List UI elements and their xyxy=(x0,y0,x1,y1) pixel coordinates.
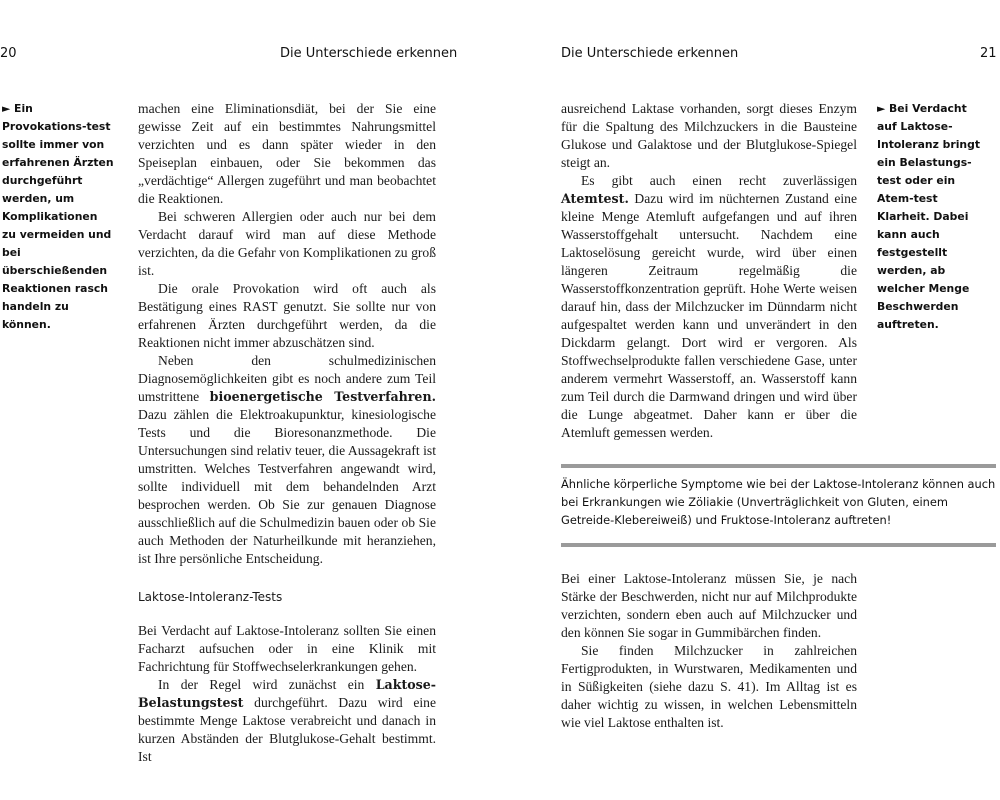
box-bottom-rule xyxy=(561,543,996,547)
right-sidenote-text: ► Bei Verdacht auf Laktose-Intoleranz bringt ein Belastungs-test oder ein Atem-test Klarheit. Dabei kann auch festgestellt werden, ab welcher Menge Beschwerden auftreten. xyxy=(877,102,980,331)
right-paragraph-1: ausreichend Laktase vorhanden, sorgt dieses Enzym für die Spaltung des Milchzuckers in die Bausteine Glukose und Galaktose und der Blutglukose-Spiegel steigt an. xyxy=(561,101,857,170)
right-running-head: Die Unterschiede erkennen xyxy=(561,46,739,61)
left-paragraph-3: Die orale Provokation wird oft auch als Bestätigung eines RAST genutzt. Sie sollte nur von erfahrenen Ärzten durchgeführt werden, da die Reaktionen nicht immer abzuschätzen sind. xyxy=(138,281,436,350)
left-p6-part-a: In der Regel wird zunächst ein xyxy=(158,677,376,692)
right-body-column-lower xyxy=(561,570,857,732)
left-paragraph-1: machen eine Eliminationsdiät, bei der Sie eine gewisse Zeit auf ein bestimmtes Nahrungsmittel verzichten und es dann später wieder in den Speiseplan einbauen, oder Sie bekommen das „verdächtige“ Allergen zugeführt und man beobachtet die Reaktionen. xyxy=(138,101,436,206)
right-p2-bold-term: Atemtest. xyxy=(561,191,629,206)
right-body-column xyxy=(561,100,857,442)
left-p4-part-b: Dazu zählen die Elektroakupunktur, kinesiologische Tests und die Bioresonanzmethode. Die Untersuchungen sind relativ teuer, die Aussagekraft ist umstritten. Welches Testverfahren angewandt wird, sollte individuell mit dem behandelnden Arzt besprochen werden. Ob Sie zur genauen Diagnose ausschließlich auf die Schulmedizin bauen oder ob Sie auch Methoden der Naturheilkunde mit heranziehen, ist Ihre persönliche Entscheidung. xyxy=(138,407,436,566)
left-paragraph-2: Bei schweren Allergien oder auch nur bei dem Verdacht darauf wird man auf diese Methode verzichten, da die Gefahr von Komplikationen zu groß ist. xyxy=(138,209,436,278)
left-paragraph-5: Bei Verdacht auf Laktose-Intoleranz sollten Sie einen Facharzt aufsuchen oder in eine Klinik mit Fachrichtung für Stoffwechselerkrankungen gehen. xyxy=(138,623,436,674)
info-box-text: Ähnliche körperliche Symptome wie bei der Laktose-Intoleranz können auch bei Erkrankungen wie Zöliakie (Unverträglichkeit von Gluten, einem Getreide-Klebereiweiß) und Fruktose-Intoleranz auftreten! xyxy=(561,477,996,527)
right-p2-part-a: Es gibt auch einen recht zuverlässigen xyxy=(581,173,857,188)
right-paragraph-4: Sie finden Milchzucker in zahlreichen Fertigprodukten, in Wurstwaren, Medikamenten und in Süßigkeiten (siehe dazu S. 41). Im Alltag ist es daher wichtig zu wissen, in welchen Lebensmitteln wie viel Laktose enthalten ist. xyxy=(561,643,857,730)
left-p6-part-b: durchgeführt. Dazu wird eine bestimmte Menge Laktose verabreicht und danach in kurzen Abständen der Blutglukose-Gehalt bestimmt. Ist xyxy=(138,695,436,764)
left-sidenote-text: ► Ein Provokations-test sollte immer von erfahrenen Ärzten durchgeführt werden, um Komplikationen zu vermeiden und bei überschießenden Reaktionen rasch handeln zu können. xyxy=(2,102,114,331)
left-p6-bold-term: Laktose-Belastungstest xyxy=(138,677,436,710)
right-sidenote xyxy=(877,100,989,334)
left-body-column xyxy=(138,100,436,766)
left-subheading: Laktose-Intoleranz-Tests xyxy=(138,590,283,604)
left-paragraph-6 xyxy=(138,676,436,766)
left-running-head: Die Unterschiede erkennen xyxy=(280,46,458,61)
left-page-number: 20 xyxy=(0,46,17,61)
right-paragraph-2 xyxy=(561,172,857,442)
left-paragraph-4 xyxy=(138,352,436,568)
left-p4-part-a: Neben den schulmedizinischen Diagnosemöglichkeiten gibt es noch andere zum Teil umstrittene xyxy=(138,353,436,404)
right-page-number: 21 xyxy=(980,46,997,61)
box-top-rule xyxy=(561,464,996,468)
left-sidenote xyxy=(2,100,114,334)
left-p4-bold-term: bioenergetische Testverfahren. xyxy=(209,389,436,404)
right-p2-part-b: Dazu wird im nüchternen Zustand eine kleine Menge Atemluft aufgefangen und auf ihren Wasserstoffgehalt untersucht. Nachdem eine Laktoselösung gereicht wurde, wird über einen längeren Zeitraum regelmäßig die Wasserstoffkonzentration geprüft. Hohe Werte weisen darauf hin, dass der Milchzucker im Dünndarm nicht aufgespaltet werden kann und unverändert in den Dickdarm gelangt. Dort wird er vergoren. Als Stoffwechselprodukte fallen verschiedene Gase, unter anderem vermehrt Wasserstoff, an. Wasserstoff kann zum Teil durch die Darmwand dringen und wird über die Lunge abgeatmet. Daher kann er über die Atemluft gemessen werden. xyxy=(561,191,857,440)
right-paragraph-3: Bei einer Laktose-Intoleranz müssen Sie, je nach Stärke der Beschwerden, nicht nur auf Milchprodukte verzichten, sondern eben auch auf Milchzucker und den können Sie sogar in Gummibärchen finden. xyxy=(561,571,857,640)
